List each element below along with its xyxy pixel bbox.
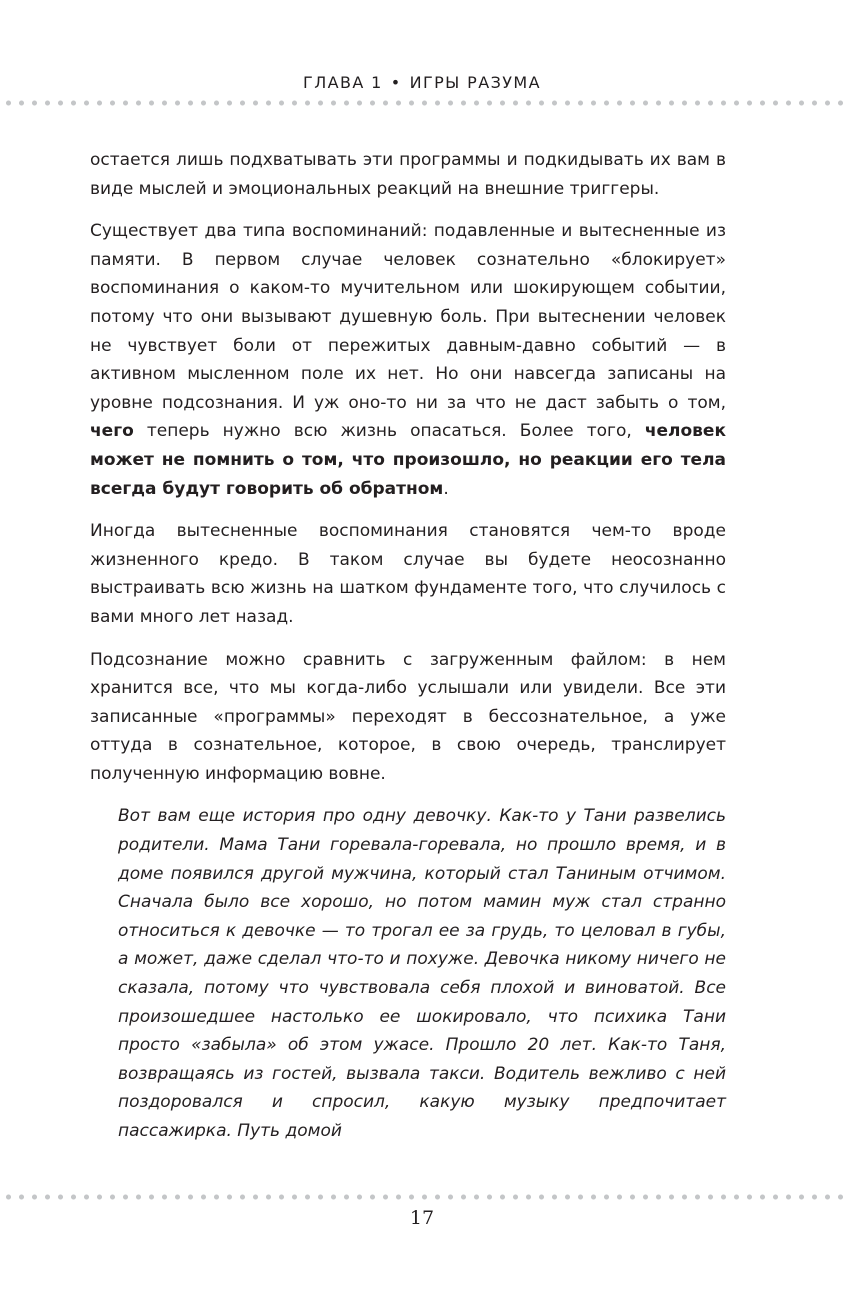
paragraph-subconscious-file: Подсознание можно сравнить с загруженным файлом: в нем хранится все, что мы когда-либо услышали или увидели. Все эти записанные «программы» переходят в бессознательное, а уже оттуда в сознательное, которое, в свою очередь, транслирует полученную информацию вовне. <box>90 649 726 784</box>
page-body <box>90 146 726 1160</box>
header-separator: • <box>390 73 402 92</box>
paragraph-memory-types <box>90 217 726 503</box>
paragraph-text: . <box>443 478 449 499</box>
running-head <box>0 73 844 93</box>
paragraph-text: Существует два типа воспоминаний: подавленные и вытесненные из памяти. В первом случае человек сознательно «блокирует» воспоминания о каком-то мучительном или шокирующем событии, потому что они вызывают душевную боль. При вытеснении человек не чувствует боли от пережитых давным-давно событий — в активном мысленном поле их нет. Но они навсегда записаны на уровне подсознания. И уж оно-то ни за что не даст забыть о том, <box>90 221 726 413</box>
paragraph-continuation: остается лишь подхватывать эти программы и подкидывать их вам в виде мыслей и эмоциональных реакций на внешние триггеры. <box>90 150 726 199</box>
page-number: 17 <box>409 1207 435 1229</box>
chapter-title: ИГРЫ РАЗУМА <box>409 73 541 92</box>
bold-emphasis-body-reactions: человек может не помнить о том, что произошло, но реакции его тела всегда будут говорить об обратном <box>90 421 726 499</box>
chapter-label: ГЛАВА 1 <box>303 73 383 92</box>
dotted-rule-bottom <box>0 1193 844 1201</box>
paragraph-text: теперь нужно всю жизнь опасаться. Более того, <box>133 421 645 442</box>
bold-emphasis-what: чего <box>90 421 134 442</box>
story-tanya: Вот вам еще история про одну девочку. Как-то у Тани развелись родители. Мама Тани горевала-горевала, но прошло время, и в доме появился другой мужчина, который стал Таниным отчимом. Сначала было все хорошо, но потом мамин муж стал странно относиться к девочке — то трогал ее за грудь, то целовал в губы, а может, даже сделал что-то и похуже. Девочка никому ничего не сказала, потому что чувствовала себя плохой и виноватой. Все произошедшее настолько ее шокировало, что психика Тани просто «забыла» об этом ужасе. Прошло 20 лет. Как-то Таня, возвращаясь из гостей, вызвала такси. Водитель вежливо с ней поздоровался и спросил, какую музыку предпочитает пассажирка. Путь домой <box>118 806 726 1141</box>
dotted-rule-top <box>0 99 844 107</box>
paragraph-life-credo: Иногда вытесненные воспоминания становятся чем-то вроде жизненного кредо. В таком случае вы будете неосознанно выстраивать всю жизнь на шатком фундаменте того, что случилось с вами много лет назад. <box>90 521 726 627</box>
